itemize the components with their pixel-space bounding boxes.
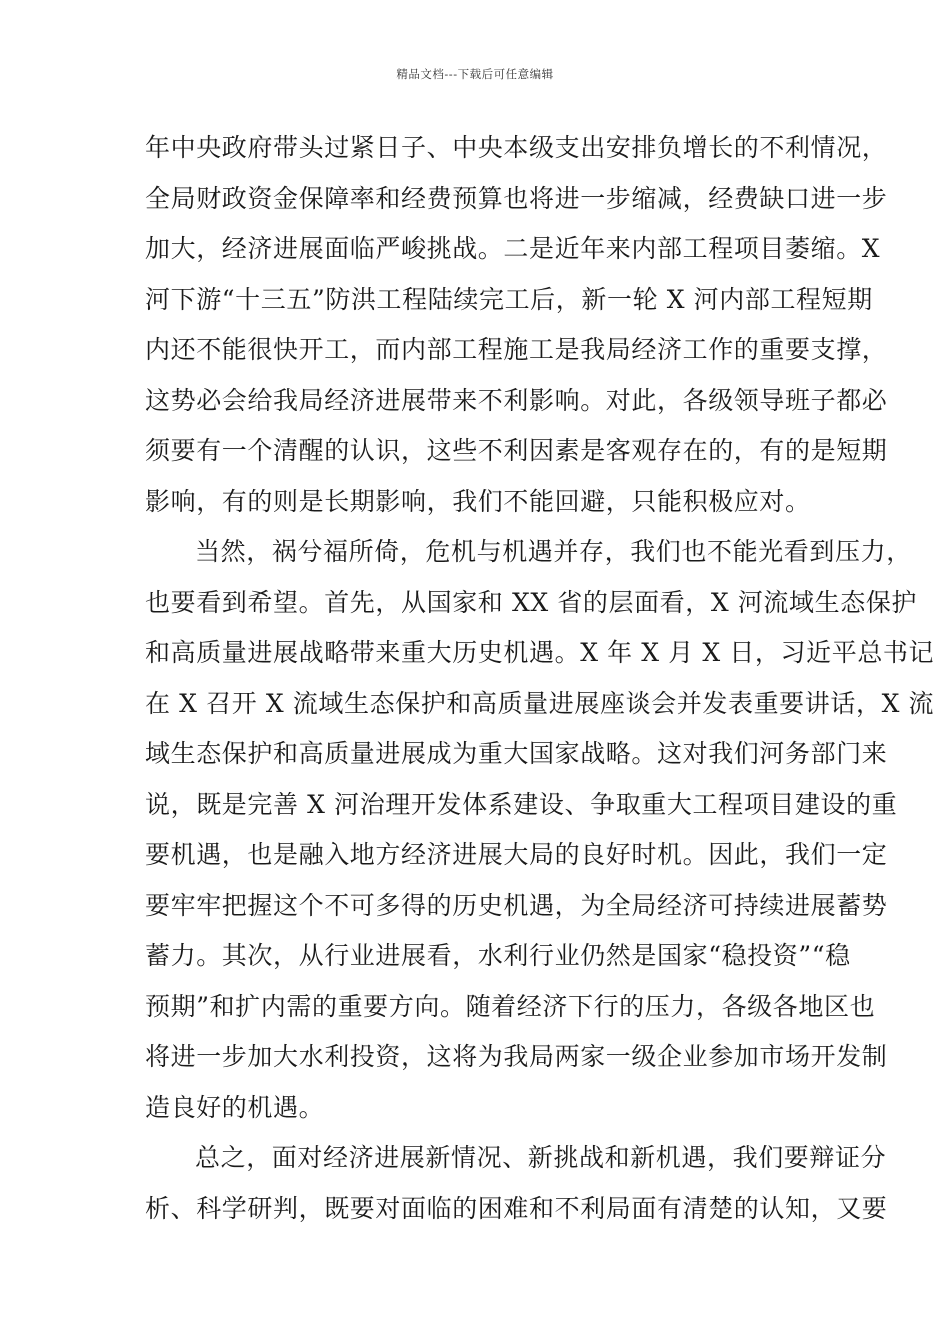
text-line: 将进一步加大水利投资，这将为我局两家一级企业参加市场开发制 xyxy=(145,1042,888,1071)
text-line: 加大，经济进展面临严峻挑战。二是近年来内部工程项目萎缩。X xyxy=(145,234,881,263)
text-line: 须要有一个清醒的认识，这些不利因素是客观存在的，有的是短期 xyxy=(145,436,888,465)
document-body xyxy=(145,130,935,1241)
paragraph-2 xyxy=(145,534,935,1140)
text-line: 蓄力。其次，从行业进展看，水利行业仍然是国家“稳投资”“稳 xyxy=(145,941,851,970)
text-line: 造良好的机遇。 xyxy=(145,1092,325,1122)
text-line: 年中央政府带头过紧日子、中央本级支出安排负增长的不利情况， xyxy=(145,133,888,162)
text-line: 总之，面对经济进展新情况、新挑战和新机遇，我们要辩证分 xyxy=(195,1143,887,1172)
paragraph-1 xyxy=(145,130,888,534)
text-line: 析、科学研判，既要对面临的困难和不利局面有清楚的认知，又要 xyxy=(145,1193,888,1223)
text-line: 要机遇，也是融入地方经济进展大局的良好时机。因此，我们一定 xyxy=(145,840,888,869)
text-line: 内还不能很快开工，而内部工程施工是我局经济工作的重要支撑， xyxy=(145,335,888,364)
text-line: 和高质量进展战略带来重大历史机遇。X 年 X 月 X 日，习近平总书记 xyxy=(145,638,935,667)
text-line: 全局财政资金保障率和经费预算也将进一步缩减，经费缺口进一步 xyxy=(145,183,888,213)
page-header: 精品文档---下载后可任意编辑 xyxy=(396,67,554,81)
text-line: 要牢牢把握这个不可多得的历史机遇，为全局经济可持续进展蓄势 xyxy=(145,890,888,920)
text-line: 说，既是完善 X 河治理开发体系建设、争取重大工程项目建设的重 xyxy=(145,789,898,819)
text-line: 河下游“十三五”防洪工程陆续完工后，新一轮 X 河内部工程短期 xyxy=(145,284,873,314)
text-line: 在 X 召开 X 流域生态保护和高质量进展座谈会并发表重要讲话，X 流 xyxy=(145,688,935,718)
text-line: 也要看到希望。首先，从国家和 XX 省的层面看，X 河流域生态保护 xyxy=(145,587,918,617)
text-line: 预期”和扩内需的重要方向。随着经济下行的压力，各级各地区也 xyxy=(145,991,876,1021)
text-line: 域生态保护和高质量进展成为重大国家战略。这对我们河务部门来 xyxy=(145,739,888,768)
text-line: 影响，有的则是长期影响，我们不能回避，只能积极应对。 xyxy=(145,486,811,516)
paragraph-3 xyxy=(145,1140,888,1241)
text-line: 这势必会给我局经济进展带来不利影响。对此，各级领导班子都必 xyxy=(145,385,888,415)
text-line: 当然，祸兮福所倚，危机与机遇并存，我们也不能光看到压力， xyxy=(195,537,912,566)
